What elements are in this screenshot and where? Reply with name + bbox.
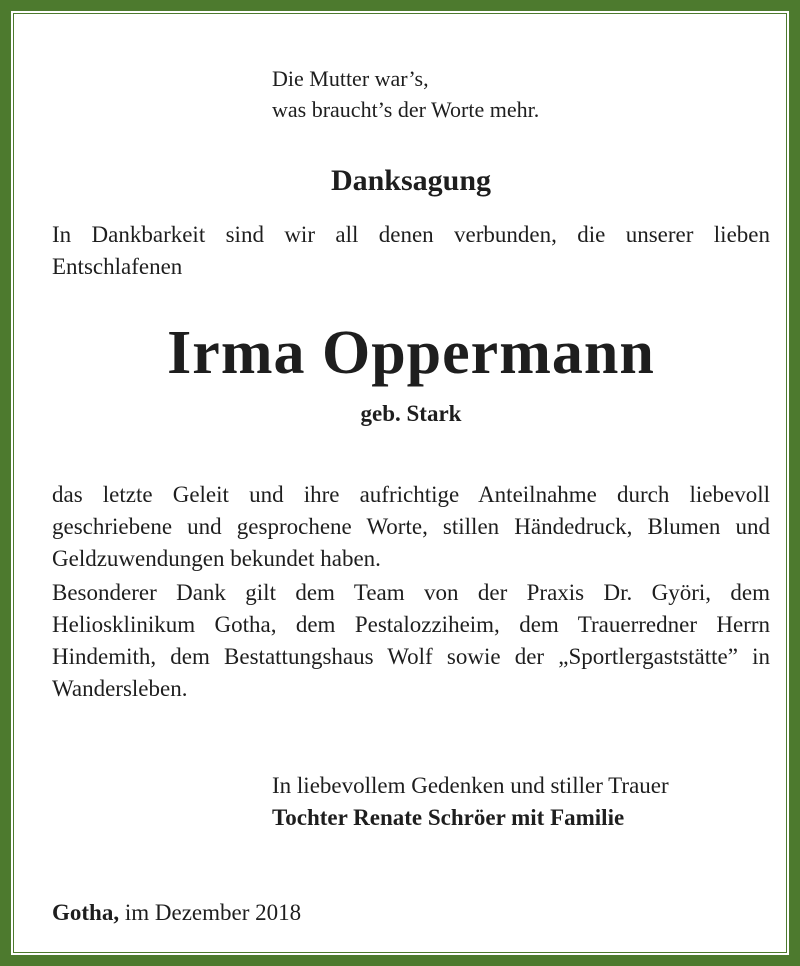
signoff-line: In liebevollem Gedenken und stiller Trauer (272, 773, 669, 798)
motto-line-2: was braucht’s der Worte mehr. (272, 97, 540, 122)
maiden-name: geb. Stark (360, 401, 462, 426)
thanks-paragraph-1: das letzte Geleit und ihre aufrichtige Anteilnahme durch liebevoll geschriebene und gesprochene Worte, stillen Händedruck, Blumen und Geldzuwendungen bekundet haben. (52, 482, 770, 571)
heading-danksagung: Danksagung (330, 164, 492, 197)
deceased-name: Irma Oppermann (167, 319, 655, 387)
signoff-block (272, 770, 669, 834)
family-signature: Tochter Renate Schröer mit Familie (272, 805, 625, 830)
intro-text: In Dankbarkeit sind wir all denen verbunden, die unserer lieben Entschlafenen (52, 222, 770, 279)
motto-quote (272, 63, 539, 125)
date-text: im Dezember 2018 (124, 900, 302, 925)
motto-line-1: Die Mutter war’s, (272, 66, 429, 91)
place-date-line (52, 897, 301, 929)
thanks-paragraph-2: Besonderer Dank gilt dem Team von der Praxis Dr. Györi, dem Heliosklinikum Gotha, dem Pestalozziheim, dem Trauerredner Herrn Hindemith, dem Bestattungshaus Wolf sowie der „Sportlergaststätte” in Wandersleben. (52, 580, 770, 701)
place-name: Gotha, (52, 900, 120, 925)
